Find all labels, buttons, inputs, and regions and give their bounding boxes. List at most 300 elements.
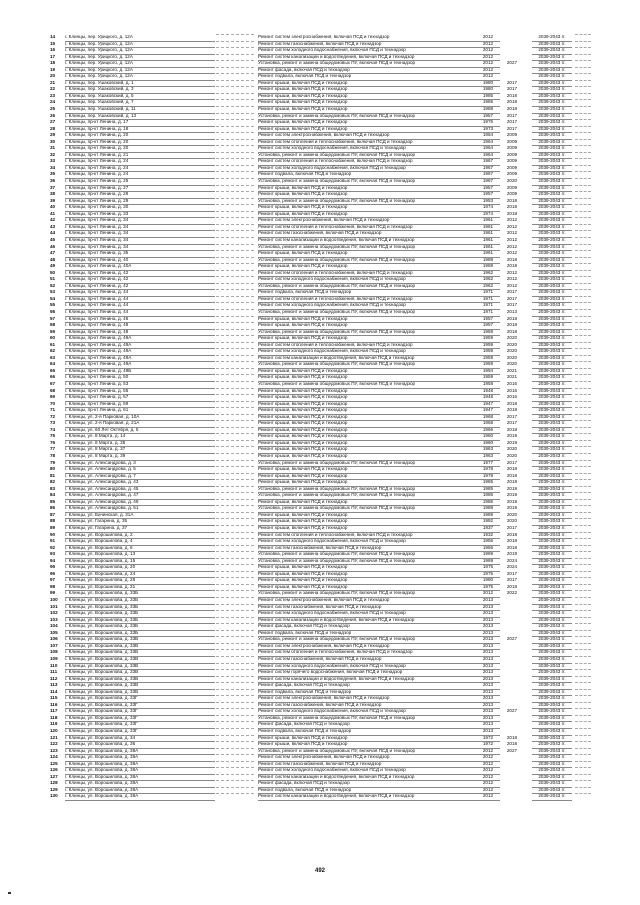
address-cell: г. Клинцы, ул. Бачинская, д. 31А	[65, 512, 215, 520]
address-cell: г. Клинцы, пр-кт Ленина, д. 49А	[65, 361, 215, 369]
planned-period-cell: 2039-2043 гг.	[532, 348, 572, 356]
year-cell: 1978	[476, 466, 500, 474]
leader-line	[575, 414, 591, 415]
leader-line	[216, 512, 254, 513]
address-cell: г. Клинцы, пр-кт Ленина, д. 29	[65, 198, 215, 206]
leader-line	[575, 296, 591, 297]
leader-line	[216, 185, 254, 186]
leader-line	[216, 250, 254, 251]
work-type-cell: Ремонт систем отопления и теплоснабжения, включая ПСД и технадзор	[258, 532, 478, 540]
address-cell: г. Клинцы, ул. Ворошилова, д. 33В	[65, 656, 215, 664]
work-type-cell: Ремонт систем электроснабжения, включая ПСД и технадзор	[258, 695, 478, 703]
row-number: 84	[50, 492, 56, 498]
last-repair-year-cell: 2021	[506, 374, 518, 380]
year-cell: 1974	[476, 211, 500, 219]
planned-period-cell: 2039-2043 гг.	[532, 276, 572, 284]
address-cell: г. Клинцы, пр-кт Ленина, д. 20	[65, 145, 215, 153]
leader-line	[575, 237, 591, 238]
year-cell: 2012	[476, 774, 500, 782]
year-cell: 1957	[476, 191, 500, 199]
leader-line	[575, 538, 591, 539]
year-cell: 2013	[476, 663, 500, 671]
leader-line	[216, 178, 254, 179]
address-cell: г. Клинцы, пер. Ушаковский, д. 1	[65, 80, 215, 88]
work-type-cell: Ремонт фасада, включая ПСД и технадзор	[258, 67, 478, 75]
last-repair-year-cell: 2020	[506, 348, 518, 354]
leader-line	[575, 257, 591, 258]
planned-period-cell: 2039-2043 гг.	[532, 93, 572, 101]
last-repair-year-cell: 2017	[506, 295, 518, 301]
planned-period-cell: 2039-2043 гг.	[532, 525, 572, 533]
row-number: 52	[50, 282, 56, 288]
work-type-cell: Ремонт крыши, включая ПСД и технадзор	[258, 86, 478, 94]
address-cell: г. Клинцы, пер. Урицкого, д. 12А	[65, 73, 215, 81]
address-cell: г. Клинцы, пр-кт Ленина, д. 17	[65, 119, 215, 127]
year-cell: 1961	[476, 237, 500, 245]
leader-line	[216, 270, 254, 271]
leader-line	[575, 735, 591, 736]
row-number: 115	[50, 695, 58, 701]
address-cell: г. Клинцы, ул. Ворошилова, д. 38А	[65, 787, 215, 795]
planned-period-cell: 2039-2043 гг.	[532, 695, 572, 703]
row-number: 24	[50, 99, 56, 105]
work-type-cell: Ремонт систем канализации и водоотведения, включая ПСД и технадзор	[258, 676, 478, 684]
leader-line	[216, 715, 254, 716]
work-type-cell: Ремонт крыши, включая ПСД и технадзор	[258, 414, 478, 422]
planned-period-cell: 2039-2043 гг.	[532, 185, 572, 193]
leader-line	[216, 211, 254, 212]
address-cell: г. Клинцы, ул. Гагарина, д. 35	[65, 518, 215, 526]
leader-line	[575, 617, 591, 618]
work-type-cell: Установка, ремонт и замена общедомовых ПУ, включая ПСД и технадзор	[258, 551, 478, 559]
year-cell: 1961	[476, 250, 500, 258]
work-type-cell: Ремонт крыши, включая ПСД и технадзор	[258, 99, 478, 107]
leader-line	[216, 486, 254, 487]
address-cell: г. Клинцы, пр-кт Ленина, д. 48	[65, 329, 215, 337]
planned-period-cell: 2039-2043 гг.	[532, 663, 572, 671]
planned-period-cell: 2039-2043 гг.	[532, 754, 572, 762]
leader-line	[575, 499, 591, 500]
year-cell: 1956	[476, 538, 500, 546]
row-number: 130	[50, 793, 58, 799]
last-repair-year-cell: 2012	[506, 217, 518, 223]
address-cell: г. Клинцы, пр-кт Ленина, д. 44	[65, 309, 215, 317]
last-repair-year-cell: 2018	[506, 426, 518, 432]
row-number: 49	[50, 263, 56, 269]
address-cell: г. Клинцы, пр-кт Ленина, д. 42	[65, 283, 215, 291]
leader-line	[575, 126, 591, 127]
planned-period-cell: 2039-2043 гг.	[532, 257, 572, 265]
last-repair-year-cell: 2019	[506, 492, 518, 498]
leader-line	[575, 453, 591, 454]
row-number: 17	[50, 53, 56, 59]
address-cell: г. Клинцы, ул. Ворошилова, д. 33Г	[65, 721, 215, 729]
planned-period-cell: 2039-2043 гг.	[532, 617, 572, 625]
last-repair-year-cell: 2020	[506, 511, 518, 517]
row-number: 44	[50, 230, 56, 236]
work-type-cell: Установка, ремонт и замена общедомовых ПУ, включая ПСД и технадзор	[258, 715, 478, 723]
last-repair-year-cell: 2018	[506, 538, 518, 544]
planned-period-cell: 2039-2043 гг.	[532, 309, 572, 317]
leader-line	[575, 669, 591, 670]
year-cell: 2013	[476, 656, 500, 664]
address-cell: г. Клинцы, ул. Ворошилова, д. 2	[65, 532, 215, 540]
leader-line	[216, 617, 254, 618]
leader-line	[575, 355, 591, 356]
leader-line	[216, 577, 254, 578]
work-type-cell: Ремонт систем газоснабжения, включая ПСД и технадзор	[258, 761, 478, 769]
address-cell: г. Клинцы, ул. 60 Лет Октября, д. 5	[65, 427, 215, 435]
work-type-cell: Ремонт крыши, включая ПСД и технадзор	[258, 335, 478, 343]
last-repair-year-cell: 2018	[506, 99, 518, 105]
leader-line	[575, 630, 591, 631]
leader-line	[216, 322, 254, 323]
leader-line	[216, 564, 254, 565]
row-number: 73	[50, 420, 56, 426]
planned-period-cell: 2039-2043 гг.	[532, 361, 572, 369]
address-cell: г. Клинцы, ул. Ворошилова, д. 38А	[65, 761, 215, 769]
leader-line	[575, 774, 591, 775]
last-repair-year-cell: 2017	[506, 112, 518, 118]
year-cell: 2012	[476, 73, 500, 81]
leader-line	[575, 761, 591, 762]
row-number: 28	[50, 125, 56, 131]
year-cell: 2013	[476, 682, 500, 690]
address-cell: г. Клинцы, ул. Ворошилова, д. 38А	[65, 754, 215, 762]
work-type-cell: Ремонт подвала, включая ПСД и технадзор	[258, 689, 478, 697]
leader-line	[216, 204, 254, 205]
year-cell: 2013	[476, 695, 500, 703]
planned-period-cell: 2039-2043 гг.	[532, 60, 572, 68]
planned-period-cell: 2039-2043 гг.	[532, 113, 572, 121]
year-cell: 2012	[476, 67, 500, 75]
year-cell: 1972	[476, 741, 500, 749]
leader-line	[575, 518, 591, 519]
last-repair-year-cell: 2017	[506, 289, 518, 295]
planned-period-cell: 2039-2043 гг.	[532, 106, 572, 114]
year-cell: 2012	[476, 41, 500, 49]
work-type-cell: Ремонт крыши, включая ПСД и технадзор	[258, 466, 478, 474]
address-cell: г. Клинцы, ул. Александрова, д. 43	[65, 479, 215, 487]
leader-line	[216, 518, 254, 519]
leader-line	[216, 316, 254, 317]
year-cell: 2013	[476, 721, 500, 729]
year-cell: 1986	[476, 492, 500, 500]
year-cell: 1988	[476, 263, 500, 271]
leader-line	[216, 597, 254, 598]
leader-line	[575, 374, 591, 375]
leader-line	[575, 368, 591, 369]
leader-line	[216, 230, 254, 231]
last-repair-year-cell: 2027	[506, 708, 518, 714]
leader-line	[216, 466, 254, 467]
last-repair-year-cell: 2012	[506, 276, 518, 282]
work-type-cell: Ремонт подвала, включая ПСД и технадзор	[258, 787, 478, 795]
leader-line	[575, 171, 591, 172]
row-number: 33	[50, 158, 56, 164]
planned-period-cell: 2039-2043 гг.	[532, 204, 572, 212]
leader-line	[575, 460, 591, 461]
year-cell: 1964	[476, 152, 500, 160]
leader-line	[216, 126, 254, 127]
leader-line	[575, 604, 591, 605]
work-type-cell: Установка, ремонт и замена общедомовых ПУ, включая ПСД и технадзор	[258, 283, 478, 291]
address-cell: г. Клинцы, ул. Ворошилова, д. 38А	[65, 767, 215, 775]
address-cell: г. Клинцы, ул. Александрова, д. 3	[65, 460, 215, 468]
planned-period-cell: 2039-2043 гг.	[532, 473, 572, 481]
year-cell: 2012	[476, 780, 500, 788]
leader-line	[216, 793, 254, 794]
work-type-cell: Ремонт крыши, включая ПСД и технадзор	[258, 571, 478, 579]
leader-line	[575, 407, 591, 408]
work-type-cell: Ремонт подвала, включая ПСД и технадзор	[258, 289, 478, 297]
planned-period-cell: 2039-2043 гг.	[532, 165, 572, 173]
planned-period-cell: 2039-2043 гг.	[532, 99, 572, 107]
year-cell: 1964	[476, 132, 500, 140]
last-repair-year-cell: 2012	[506, 236, 518, 242]
row-number: 127	[50, 773, 58, 779]
row-number: 89	[50, 525, 56, 531]
row-number: 102	[50, 610, 58, 616]
address-cell: г. Клинцы, ул. Ворошилова, д. 15	[65, 558, 215, 566]
work-type-cell: Ремонт систем отопления и теплоснабжения, включая ПСД и технадзор	[258, 158, 478, 166]
last-repair-year-cell: 2017	[506, 125, 518, 131]
work-type-cell: Установка, ремонт и замена общедомовых ПУ, включая ПСД и технадзор	[258, 558, 478, 566]
planned-period-cell: 2039-2043 гг.	[532, 551, 572, 559]
leader-line	[216, 191, 254, 192]
row-number: 121	[50, 734, 58, 740]
leader-line	[216, 257, 254, 258]
leader-line	[216, 34, 254, 35]
address-cell: г. Клинцы, ул. 8 Марта, д. 39	[65, 453, 215, 461]
address-cell: г. Клинцы, пр-кт Ленина, д. 42	[65, 276, 215, 284]
leader-line	[575, 348, 591, 349]
planned-period-cell: 2039-2043 гг.	[532, 571, 572, 579]
last-repair-year-cell: 2012	[506, 223, 518, 229]
address-cell: г. Клинцы, пер. Урицкого, д. 12А	[65, 54, 215, 62]
work-type-cell: Ремонт систем электроснабжения, включая ПСД и технадзор	[258, 132, 478, 140]
work-type-cell: Ремонт систем отопления и теплоснабжения, включая ПСД и технадзор	[258, 270, 478, 278]
year-cell: 1988	[476, 512, 500, 520]
year-cell: 1948	[476, 388, 500, 396]
leader-line	[216, 86, 254, 87]
last-repair-year-cell: 2017	[506, 525, 518, 531]
year-cell: 2013	[476, 708, 500, 716]
row-number: 18	[50, 60, 56, 66]
last-repair-year-cell: 2020	[506, 354, 518, 360]
leader-line	[575, 545, 591, 546]
work-type-cell: Ремонт систем электроснабжения, включая ПСД и технадзор	[258, 34, 478, 42]
row-number: 62	[50, 348, 56, 354]
address-cell: г. Клинцы, ул. Ворошилова, д. 33В	[65, 669, 215, 677]
leader-line	[216, 649, 254, 650]
row-number: 117	[50, 708, 58, 714]
leader-line	[216, 47, 254, 48]
row-number: 108	[50, 649, 58, 655]
leader-line	[575, 250, 591, 251]
last-repair-year-cell: 2020	[506, 341, 518, 347]
last-repair-year-cell: 2018	[506, 92, 518, 98]
row-number: 112	[50, 675, 58, 681]
year-cell: 2013	[476, 643, 500, 651]
leader-line	[575, 270, 591, 271]
row-number: 113	[50, 682, 58, 688]
address-cell: г. Клинцы, пр-кт Ленина, д. 35	[65, 250, 215, 258]
row-number: 95	[50, 564, 56, 570]
last-repair-year-cell: 2020	[506, 446, 518, 452]
leader-line	[575, 289, 591, 290]
year-cell: 2012	[476, 761, 500, 769]
address-cell: г. Клинцы, ул. Ворошилова, д. 38А	[65, 793, 215, 801]
leader-line	[575, 512, 591, 513]
address-cell: г. Клинцы, пр-кт Ленина, д. 28	[65, 191, 215, 199]
year-cell: 1948	[476, 394, 500, 402]
address-cell: г. Клинцы, пр-кт Ленина, д. 44	[65, 296, 215, 304]
planned-period-cell: 2039-2043 гг.	[532, 787, 572, 795]
year-cell: 2013	[476, 669, 500, 677]
address-cell: г. Клинцы, ул. Ворошилова, д. 31	[65, 584, 215, 592]
planned-period-cell: 2039-2043 гг.	[532, 676, 572, 684]
leader-line	[216, 728, 254, 729]
work-type-cell: Ремонт фасада, включая ПСД и технадзор	[258, 721, 478, 729]
leader-line	[216, 669, 254, 670]
row-number: 77	[50, 446, 56, 452]
address-cell: г. Клинцы, ул. Ворошилова, д. 33Г	[65, 708, 215, 716]
last-repair-year-cell: 2017	[506, 86, 518, 92]
leader-line	[575, 54, 591, 55]
row-number: 26	[50, 112, 56, 118]
address-cell: г. Клинцы, пр-кт Ленина, д. 53	[65, 381, 215, 389]
leader-line	[216, 67, 254, 68]
leader-line	[575, 420, 591, 421]
work-type-cell: Ремонт систем газоснабжения, включая ПСД и технадзор	[258, 41, 478, 49]
row-number: 38	[50, 191, 56, 197]
leader-line	[575, 401, 591, 402]
leader-line	[575, 610, 591, 611]
row-number: 71	[50, 407, 56, 413]
year-cell: 1971	[476, 289, 500, 297]
leader-line	[216, 440, 254, 441]
planned-period-cell: 2039-2043 гг.	[532, 767, 572, 775]
planned-period-cell: 2039-2043 гг.	[532, 86, 572, 94]
year-cell: 1960	[476, 433, 500, 441]
address-cell: г. Клинцы, пр-кт Ленина, д. 48	[65, 322, 215, 330]
planned-period-cell: 2039-2043 гг.	[532, 139, 572, 147]
work-type-cell: Ремонт крыши, включая ПСД и технадзор	[258, 211, 478, 219]
last-repair-year-cell: 2019	[506, 439, 518, 445]
planned-period-cell: 2039-2043 гг.	[532, 649, 572, 657]
planned-period-cell: 2039-2043 гг.	[532, 178, 572, 186]
planned-period-cell: 2039-2043 гг.	[532, 721, 572, 729]
planned-period-cell: 2039-2043 гг.	[532, 230, 572, 238]
year-cell: 1971	[476, 302, 500, 310]
address-cell: г. Клинцы, пер. Ушаковский, д. 3	[65, 86, 215, 94]
planned-period-cell: 2039-2043 гг.	[532, 492, 572, 500]
leader-line	[216, 54, 254, 55]
year-cell: 1947	[476, 401, 500, 409]
address-cell: г. Клинцы, пр-кт Ленина, д. 50	[65, 374, 215, 382]
row-number: 106	[50, 636, 58, 642]
last-repair-year-cell: 2012	[506, 230, 518, 236]
planned-period-cell: 2039-2043 гг.	[532, 145, 572, 153]
year-cell: 2012	[476, 60, 500, 68]
work-type-cell: Ремонт систем холодного водоснабжения, включая ПСД и технадзор	[258, 165, 478, 173]
address-cell: г. Клинцы, ул. Ворошилова, д. 33Б	[65, 604, 215, 612]
planned-period-cell: 2039-2043 гг.	[532, 440, 572, 448]
leader-line	[216, 302, 254, 303]
planned-period-cell: 2039-2043 гг.	[532, 656, 572, 664]
leader-line	[575, 676, 591, 677]
planned-period-cell: 2039-2043 гг.	[532, 191, 572, 199]
planned-period-cell: 2039-2043 гг.	[532, 296, 572, 304]
last-repair-year-cell: 2020	[506, 178, 518, 184]
year-cell: 2013	[476, 630, 500, 638]
leader-line	[575, 754, 591, 755]
year-cell: 1971	[476, 296, 500, 304]
work-type-cell: Ремонт систем канализации и водоотведения, включая ПСД и технадзор	[258, 54, 478, 62]
address-cell: г. Клинцы, пр-кт Ленина, д. 44	[65, 289, 215, 297]
address-cell: г. Клинцы, ул. Ворошилова, д. 33В	[65, 643, 215, 651]
row-number: 36	[50, 178, 56, 184]
leader-line	[216, 721, 254, 722]
address-cell: г. Клинцы, ул. Ворошилова, д. 33Г	[65, 702, 215, 710]
address-cell: г. Клинцы, ул. Ворошилова, д. 4	[65, 538, 215, 546]
last-repair-year-cell: 2018	[506, 734, 518, 740]
planned-period-cell: 2039-2043 гг.	[532, 728, 572, 736]
row-number: 74	[50, 426, 56, 432]
work-type-cell: Установка, ремонт и замена общедомовых ПУ, включая ПСД и технадзор	[258, 748, 478, 756]
row-number: 99	[50, 590, 56, 596]
row-number: 65	[50, 367, 56, 373]
year-cell: 1947	[476, 407, 500, 415]
row-number: 51	[50, 276, 56, 282]
row-number: 109	[50, 655, 58, 661]
leader-line	[216, 479, 254, 480]
planned-period-cell: 2039-2043 гг.	[532, 381, 572, 389]
planned-period-cell: 2039-2043 гг.	[532, 735, 572, 743]
address-cell: г. Клинцы, ул. Александрова, д. 5	[65, 466, 215, 474]
leader-line	[216, 761, 254, 762]
last-repair-year-cell: 2018	[506, 197, 518, 203]
leader-line	[216, 676, 254, 677]
year-cell: 1961	[476, 244, 500, 252]
planned-period-cell: 2039-2043 гг.	[532, 590, 572, 598]
year-cell: 1967	[476, 165, 500, 173]
address-cell: г. Клинцы, ул. Ворошилова, д. 6	[65, 545, 215, 553]
leader-line	[216, 545, 254, 546]
work-type-cell: Ремонт крыши, включая ПСД и технадзор	[258, 499, 478, 507]
work-type-cell: Ремонт систем холодного водоснабжения, включая ПСД и технадзор	[258, 276, 478, 284]
leader-line	[575, 551, 591, 552]
leader-line	[216, 571, 254, 572]
work-type-cell: Установка, ремонт и замена общедомовых ПУ, включая ПСД и технадзор	[258, 257, 478, 265]
year-cell: 2013	[476, 623, 500, 631]
row-number: 15	[50, 40, 56, 46]
work-type-cell: Установка, ремонт и замена общедомовых ПУ, включая ПСД и технадзор	[258, 636, 478, 644]
planned-period-cell: 2039-2043 гг.	[532, 355, 572, 363]
year-cell: 1961	[476, 217, 500, 225]
leader-line	[575, 636, 591, 637]
row-number: 23	[50, 92, 56, 98]
work-type-cell: Ремонт систем канализации и водоотведения, включая ПСД и технадзор	[258, 355, 478, 363]
leader-line	[575, 217, 591, 218]
planned-period-cell: 2039-2043 гг.	[532, 414, 572, 422]
planned-period-cell: 2039-2043 гг.	[532, 584, 572, 592]
last-repair-year-cell: 2009	[506, 158, 518, 164]
row-number: 107	[50, 642, 58, 648]
year-cell: 2013	[476, 604, 500, 612]
row-number: 47	[50, 250, 56, 256]
